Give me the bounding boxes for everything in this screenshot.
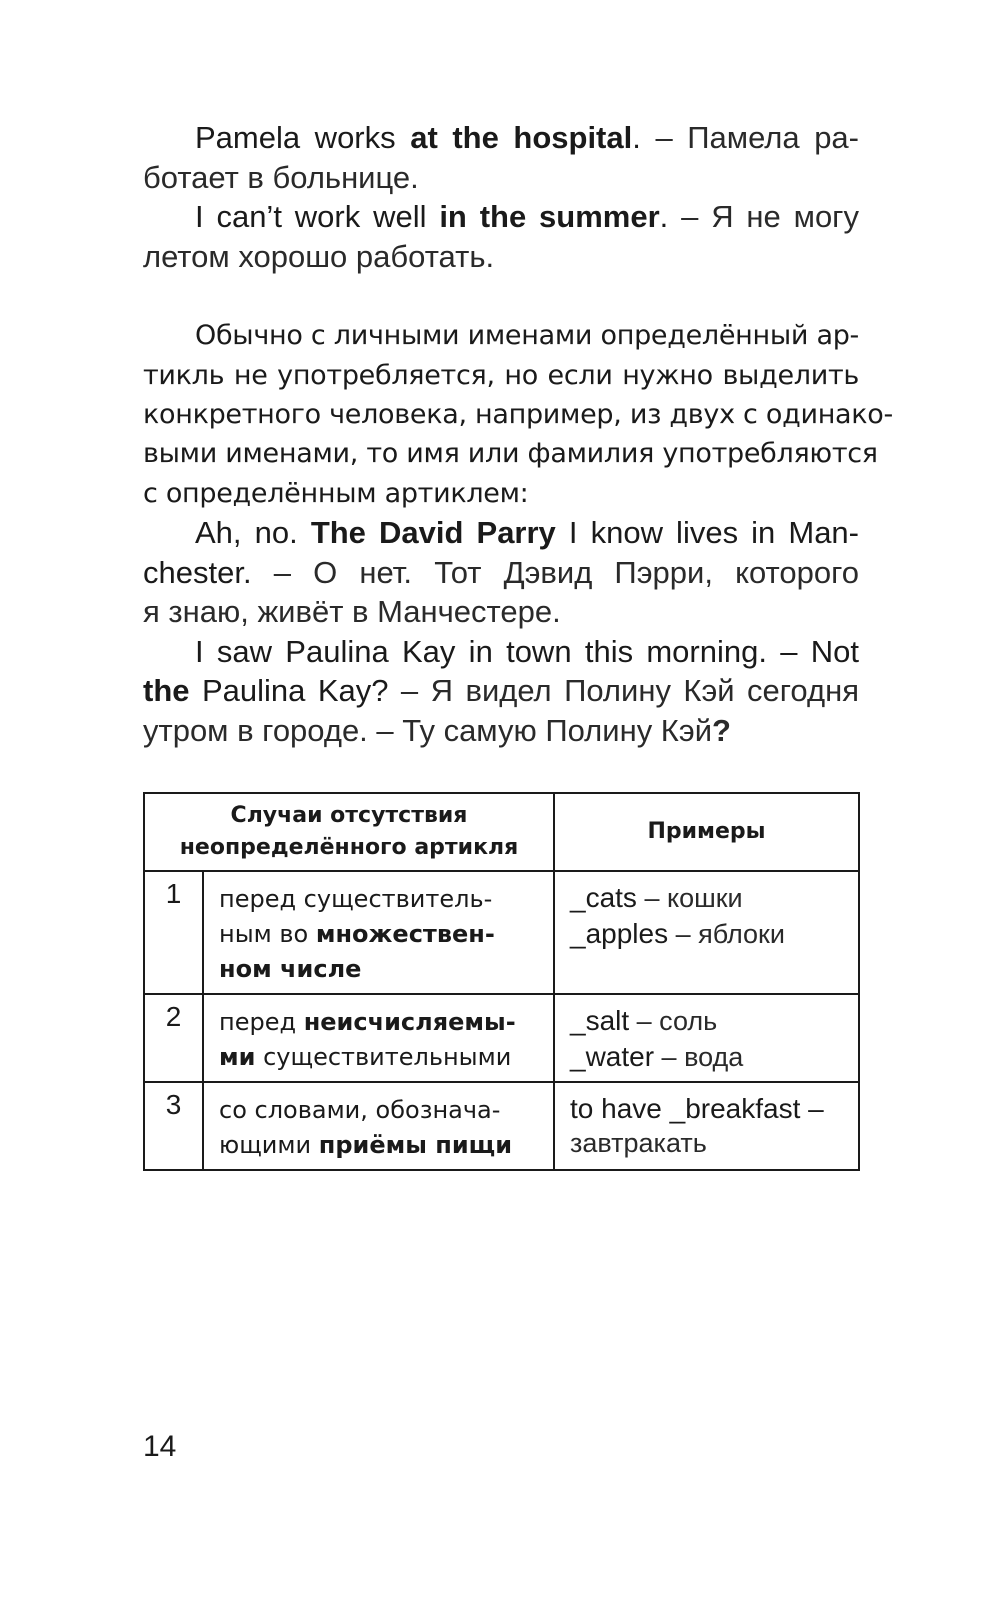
examples-cell: to have _breakfast – завтракать <box>554 1082 859 1170</box>
row-number: 3 <box>144 1082 203 1170</box>
example-hospital-line-1: Pamela works at the hospital. – Памела ра- <box>195 120 859 155</box>
article-rules-table <box>143 792 860 1171</box>
example-kay-line-2: the Paulina Kay? – Я видел Полину Кэй сегодня <box>143 673 859 708</box>
table-row <box>144 1082 859 1170</box>
example-summer-line-1: I can’t work well in the summer. – Я не могу <box>195 199 859 234</box>
example-kay-line-3: утром в городе. – Ту самую Полину Кэй? <box>143 713 731 748</box>
case-cell: перед существитель- ным во множествен- ном числе <box>203 871 554 994</box>
row-number: 2 <box>144 994 203 1082</box>
header-examples: Примеры <box>554 793 859 871</box>
examples-cell: _salt – соль _water – вода <box>554 994 859 1082</box>
example-parry-line-2: chester. – О нет. Тот Дэвид Пэрри, которого <box>143 555 859 590</box>
examples-cell: _cats – кошки _apples – яблоки <box>554 871 859 994</box>
example-kay-line-1: I saw Paulina Kay in town this morning. – Not <box>195 634 859 669</box>
example-parry-line-1: Ah, no. The David Parry I know lives in Man- <box>195 515 859 550</box>
header-cases: Случаи отсутствия неопределённого артикля <box>144 793 554 871</box>
rule-text-line-5: с определённым артиклем: <box>143 478 529 509</box>
rule-text-line-1: Обычно с личными именами определённый ар- <box>195 320 859 351</box>
table-row <box>144 994 859 1082</box>
example-summer-line-2: летом хорошо работать. <box>143 239 495 274</box>
table-header-row <box>144 793 859 871</box>
page-number: 14 <box>143 1430 177 1463</box>
rule-text-line-3: конкретного человека, например, из двух с одинако- <box>143 399 893 430</box>
rule-text-line-4: выми именами, то имя или фамилия употребляются <box>143 438 878 469</box>
table-row <box>144 871 859 994</box>
row-number: 1 <box>144 871 203 994</box>
case-cell: со словами, обознача- ющими приёмы пищи <box>203 1082 554 1170</box>
example-parry-line-3: я знаю, живёт в Манчестере. <box>143 594 561 629</box>
example-hospital-line-2: ботает в больнице. <box>143 160 419 195</box>
rule-text-line-2: тикль не употребляется, но если нужно выделить <box>143 360 859 391</box>
case-cell: перед неисчисляемы- ми существительными <box>203 994 554 1082</box>
